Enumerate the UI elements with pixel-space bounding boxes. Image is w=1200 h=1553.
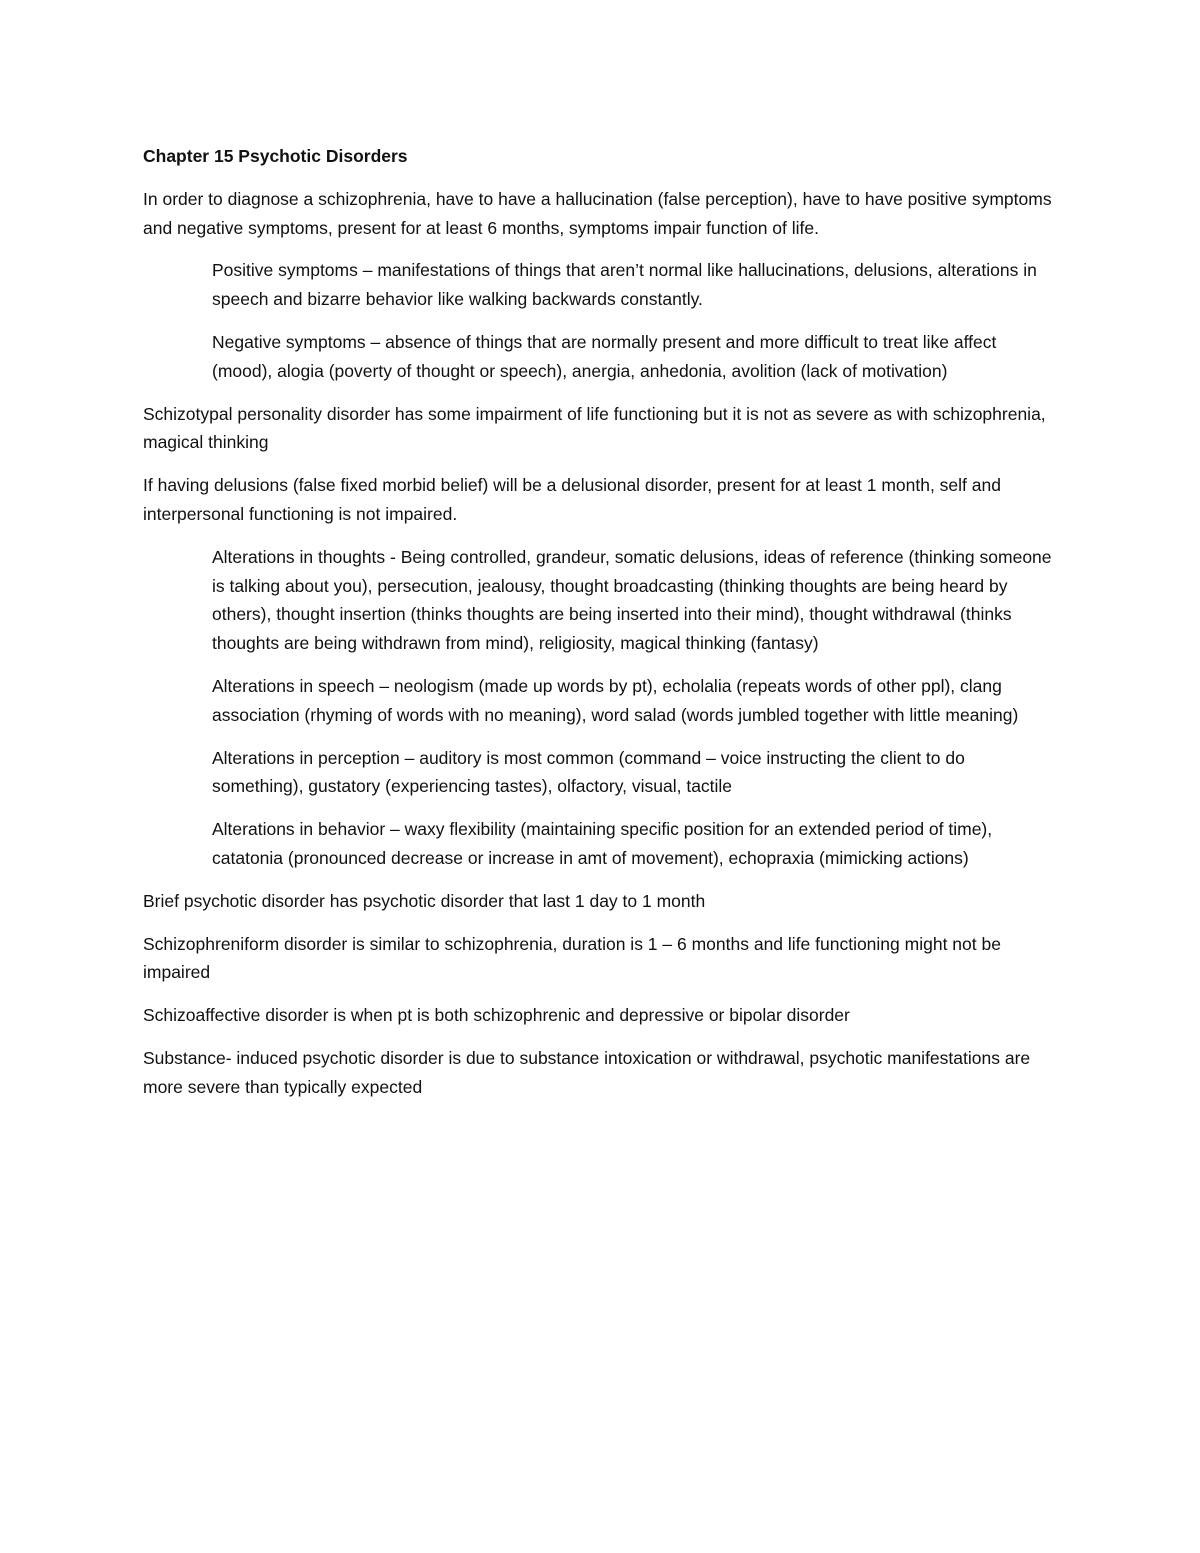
paragraph-positive-symptoms: Positive symptoms – manifestations of things that aren’t normal like hallucinations, delusions, alterations in speech and bizarre behavior like walking backwards constantly. [212,260,1037,310]
paragraph-schizophrenia-criteria: In order to diagnose a schizophrenia, have to have a hallucination (false perception), have to have positive symptoms and negative symptoms, present for at least 6 months, symptoms impair function of life. [143,188,1052,238]
page-title: Chapter 15 Psychotic Disorders [143,146,408,166]
paragraph-schizotypal: Schizotypal personality disorder has some impairment of life functioning but it is not as severe as with schizophrenia, magical thinking [143,403,1046,453]
paragraph-alterations-behavior: Alterations in behavior – waxy flexibility (maintaining specific position for an extended period of time), catatonia (pronounced decrease or increase in amt of movement), echopraxia (mimicking actions) [212,819,993,868]
paragraph-delusional-disorder: If having delusions (false fixed morbid belief) will be a delusional disorder, present for at least 1 month, self and interpersonal functioning is not impaired. [143,475,1001,524]
paragraph-schizoaffective: Schizoaffective disorder is when pt is both schizophrenic and depressive or bipolar disorder [143,1005,850,1026]
paragraph-alterations-speech: Alterations in speech – neologism (made up words by pt), echolalia (repeats words of other ppl), clang association (rhyming of words with no meaning), word salad (words jumbled together with little meaning) [212,675,1019,725]
paragraph-schizophreniform: Schizophreniform disorder is similar to schizophrenia, duration is 1 – 6 months and life functioning might not be impaired [143,933,1001,983]
paragraph-alterations-perception: Alterations in perception – auditory is most common (command – voice instructing the client to do something), gustatory (experiencing tastes), olfactory, visual, tactile [212,747,965,797]
paragraph-negative-symptoms: Negative symptoms – absence of things that are normally present and more difficult to treat like affect (mood), alogia (poverty of thought or speech), anergia, anhedonia, avolition (lack of motivation) [212,331,997,381]
document-body [143,142,1061,1116]
paragraph-alterations-thoughts: Alterations in thoughts - Being controlled, grandeur, somatic delusions, ideas of reference (thinking someone is talking about you), persecution, jealousy, thought broadcasting (thinking thoughts are being heard by others), thought insertion (thinks thoughts are being inserted into their mind), thought withdrawal (thinks thoughts are being withdrawn from mind), religiosity, magical thinking (fantasy) [212,546,1052,654]
paragraph-brief-psychotic: Brief psychotic disorder has psychotic disorder that last 1 day to 1 month [143,890,706,911]
paragraph-substance-induced: Substance- induced psychotic disorder is due to substance intoxication or withdrawal, psychotic manifestations are more severe than typically expected [143,1047,1031,1097]
